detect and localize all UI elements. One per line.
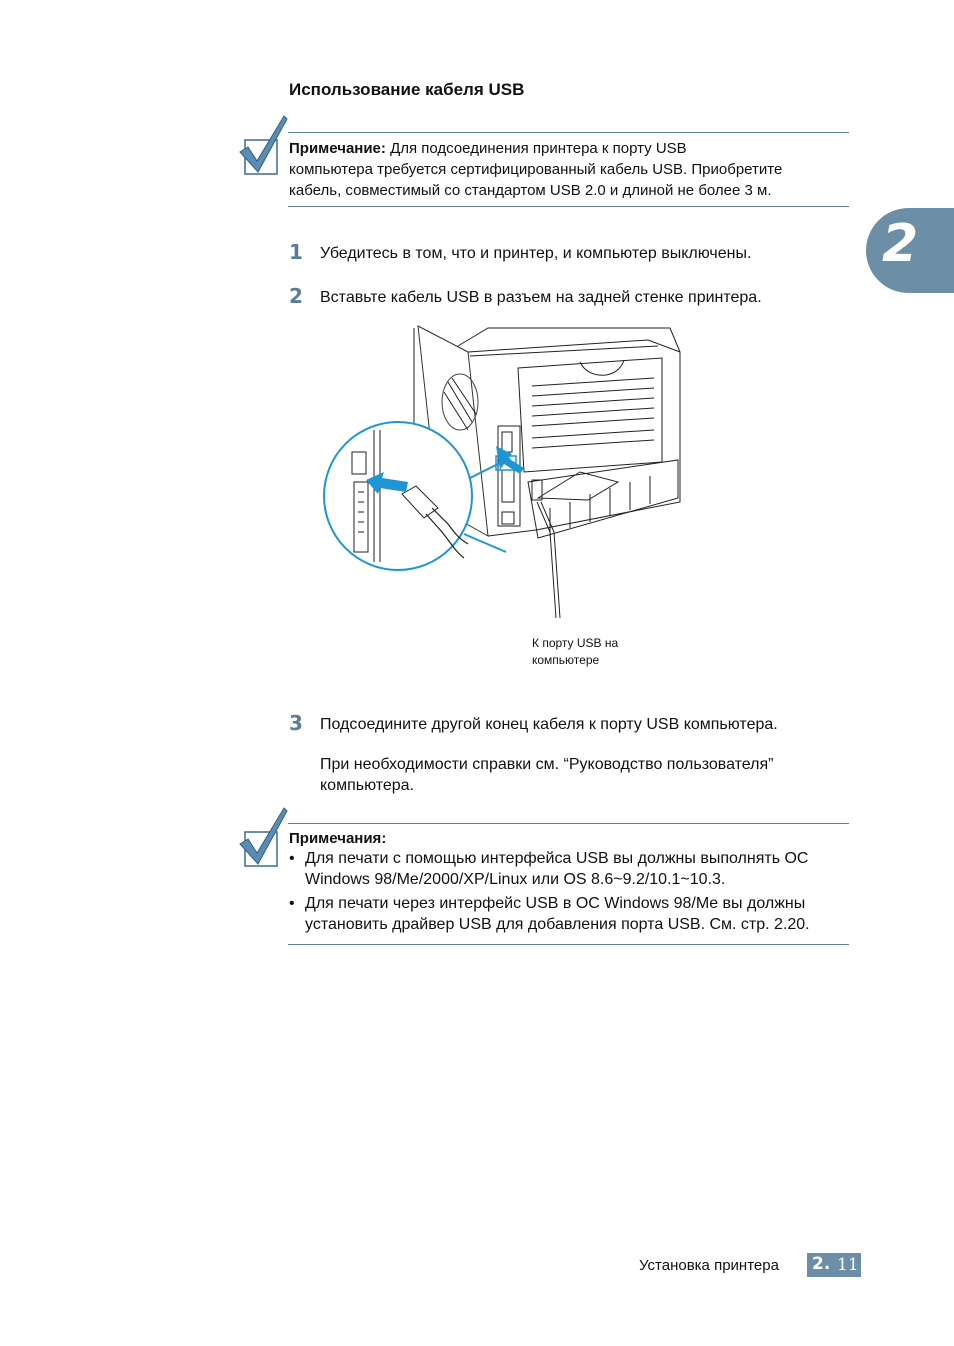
step-number: 1 xyxy=(289,240,303,264)
section-title: Использование кабеля USB xyxy=(289,80,525,99)
note-line: Для подсоединения принтера к порту USB xyxy=(390,140,687,157)
figure-caption xyxy=(532,635,618,669)
bullet-line: установить драйвер USB для добавления порта USB. См. стр. 2.20. xyxy=(305,916,810,933)
footer-title: Установка принтера xyxy=(639,1257,779,1274)
page-number-box xyxy=(807,1253,861,1277)
note-label: Примечание: xyxy=(289,140,386,157)
list-item xyxy=(289,893,849,935)
note-line: компьютера требуется сертифицированный кабель USB. Приобретите xyxy=(289,161,783,178)
page-number: 11 xyxy=(837,1255,859,1275)
list-item xyxy=(289,848,849,890)
page-chapter: 2. xyxy=(812,1254,831,1274)
caption-line: компьютере xyxy=(532,653,600,667)
checkmark-note-icon xyxy=(238,806,290,870)
notes-label: Примечания: xyxy=(289,830,387,847)
note-bottom-rule xyxy=(288,206,849,207)
bullet-line: • Для печати с помощью интерфейса USB вы должны выполнять ОС xyxy=(305,850,809,867)
step-number: 3 xyxy=(289,711,303,735)
chapter-tab xyxy=(866,208,954,293)
chapter-number: 2 xyxy=(882,214,919,274)
note-top-rule xyxy=(288,132,849,133)
step-extra-line: При необходимости справки см. “Руководство пользователя” xyxy=(320,756,774,773)
note-block xyxy=(289,138,859,201)
step-text: Вставьте кабель USB в разъем на задней стенке принтера. xyxy=(320,289,762,306)
printer-usb-illustration xyxy=(318,322,690,622)
note-line: кабель, совместимый со стандартом USB 2.0 и длиной не более 3 м. xyxy=(289,182,772,199)
notes-block xyxy=(289,830,849,935)
step-extra-line: компьютера. xyxy=(320,777,415,794)
checkmark-note-icon xyxy=(238,114,290,178)
step-number: 2 xyxy=(289,284,303,308)
step-text: Убедитесь в том, что и принтер, и компьютер выключены. xyxy=(320,245,752,262)
bullet-line: • Для печати через интерфейс USB в ОС Windows 98/Me вы должны xyxy=(305,895,806,912)
caption-line: К порту USB на xyxy=(532,636,619,650)
bullet-line: Windows 98/Me/2000/XP/Linux или OS 8.6~9.2/10.1~10.3. xyxy=(305,871,726,888)
step-text: Подсоедините другой конец кабеля к порту USB компьютера. xyxy=(320,716,778,733)
note-top-rule xyxy=(288,823,849,824)
note-bottom-rule xyxy=(288,944,849,945)
step-extra-text xyxy=(320,754,773,796)
